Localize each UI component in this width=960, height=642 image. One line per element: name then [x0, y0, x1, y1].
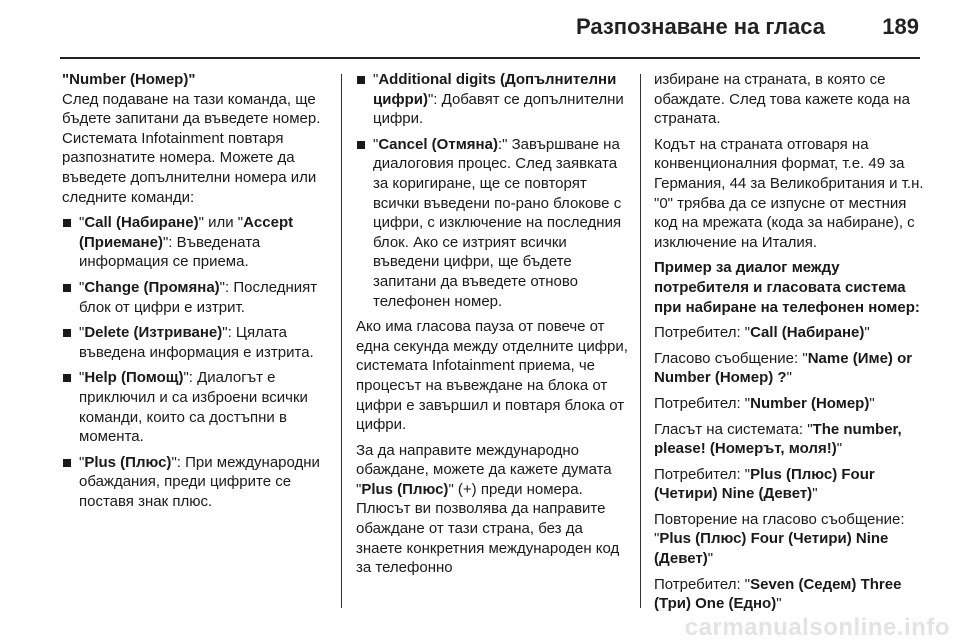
column-divider: [341, 74, 342, 608]
bullet-item: "Call (Набиране)" или "Accept (Приемане)": Въведената информация се приема.: [62, 213, 330, 272]
column-1: [62, 70, 330, 517]
page-number: 189: [882, 14, 919, 39]
bullet-item: "Additional digits (Допълнителни цифри)": Добавят се допълнителни цифри.: [356, 70, 628, 129]
dialog-line: Потребител: "Seven (Седем) Three (Три) One (Едно)": [654, 575, 902, 613]
column-2: [356, 70, 628, 584]
section-title: Разпознаване на гласа: [575, 14, 825, 39]
intro-paragraph: След подаване на тази команда, ще бъдете запитани да въведете номер. Системата Infotainment повтаря разпознатите номера. Можете да въведете допълнителни номера или следните команди:: [62, 90, 321, 206]
bullet-item: "Delete (Изтриване)": Цялата въведена информация е изтрита.: [62, 323, 330, 362]
dialog-line: Потребител: "Number (Номер)": [654, 394, 875, 412]
dialog-line: Повторение на гласово съобщение: "Plus (Плюс) Four (Четири) Nine (Девет)": [654, 510, 905, 568]
page-header: [0, 0, 960, 52]
pause-paragraph: Ако има гласова пауза от повече от една секунда между отделните цифри, системата Infotainment приема, че процесът на въвеждане на блока от цифри е завършил и повтаря блока от цифри.: [356, 318, 628, 434]
country-paragraph: избиране на страната, в която се обаждате. След това кажете кода на страната.: [654, 71, 910, 128]
page-footer: [0, 612, 960, 642]
dialog-line: Потребител: "Call (Набиране)": [654, 324, 870, 342]
example-heading: Пример за диалог между потребителя и гласовата система при набиране на телефонен номер:: [654, 259, 920, 316]
bullet-item: "Help (Помощ)": Диалогът е приключил и са изброени всички команди, които са достъпни в момента.: [62, 368, 330, 446]
country-code-paragraph: Кодът на страната отговаря на конвенционалния формат, т.е. 49 за Германия, 44 за Великобритания и т.н. "0" трябва да се изпусне от местния код на мрежата (кода за набиране), с изключение на Италия.: [654, 135, 924, 251]
header-rule: [60, 57, 920, 59]
dialog-line: Гласът на системата: "The number, please! (Номерът, моля!)": [654, 420, 902, 458]
watermark: carmanualsonline.info: [684, 614, 950, 641]
column-divider: [640, 74, 641, 608]
bullet-item: "Plus (Плюс)": При международни обаждания, преди цифрите се поставя знак плюс.: [62, 453, 330, 512]
dialog-line: Потребител: "Plus (Плюс) Four (Четири) Nine (Девет)": [654, 465, 875, 503]
international-paragraph: За да направите международно обаждане, можете да кажете думата "Plus (Плюс)" (+) преди номера. Плюсът ви позволява да направите обаждане от тази страна, без да знаете конкретния международен код за телефонно: [356, 441, 620, 577]
command-heading: "Number (Номер)": [62, 71, 196, 88]
bullet-item: "Change (Промяна)": Последният блок от цифри е изтрит.: [62, 278, 330, 317]
dialog-line: Гласово съобщение: "Name (Име) or Number (Номер) ?": [654, 349, 913, 387]
bullet-item: "Cancel (Отмяна):" Завършване на диалоговия процес. След заявката за коригиране, ще се повторят всички въведени по-рано блокове с цифри, с изключение на последния блок. Ако се изтрият всички въведени цифри, ще бъдете запитани да въведете отново телефонен номер.: [356, 135, 628, 311]
column-3: [654, 70, 926, 620]
